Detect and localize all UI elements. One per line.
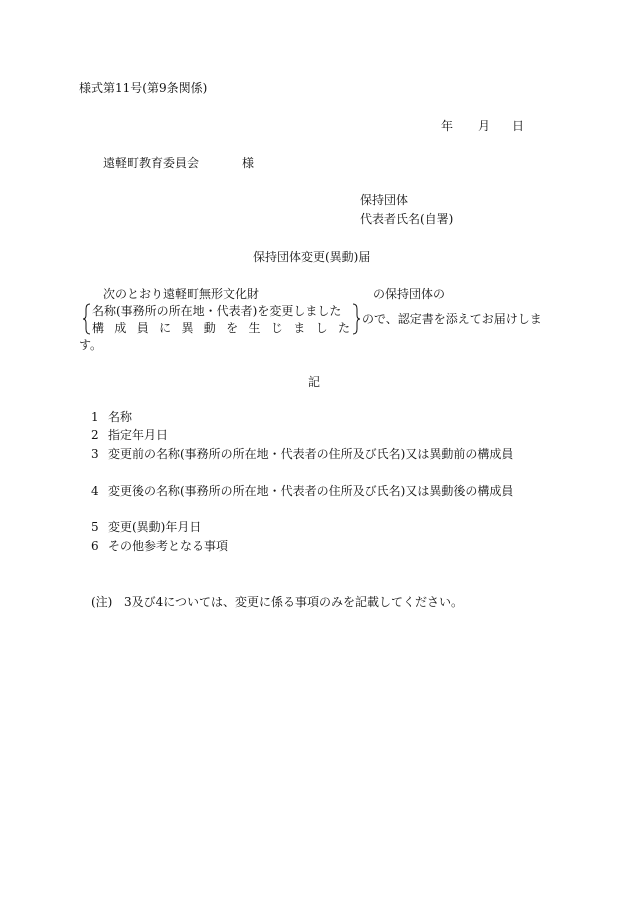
- option-member-char: 生: [248, 321, 261, 335]
- sender-representative-label: 代表者氏名(自署): [360, 212, 454, 226]
- date-month: 月: [478, 119, 491, 133]
- option-member-char: し: [315, 321, 328, 335]
- body-line2-end: ので、認定書を添えてお届けしま: [362, 312, 542, 326]
- item-text: その他参考となる事項: [108, 539, 229, 553]
- left-brace: [82, 303, 92, 335]
- item-number: 5: [91, 520, 99, 534]
- form-number: 様式第11号(第9条関係): [79, 81, 208, 95]
- item-number: 6: [91, 539, 99, 553]
- option-member-change: [92, 322, 350, 334]
- addressee-honorific: 様: [242, 156, 255, 170]
- sender-group-label: 保持団体: [360, 193, 409, 207]
- option-member-char: 構: [92, 321, 105, 335]
- option-member-char: じ: [270, 321, 283, 335]
- option-member-char: ま: [293, 321, 306, 335]
- option-member-char: 成: [114, 321, 127, 335]
- right-brace: [351, 303, 361, 335]
- option-member-char: 員: [136, 321, 149, 335]
- body-line3: す。: [79, 338, 103, 352]
- item-text: 変更後の名称(事務所の所在地・代表者の住所及び氏名)又は異動後の構成員: [108, 484, 514, 498]
- option-member-char: に: [159, 321, 172, 335]
- body-line1-end: の保持団体の: [373, 287, 446, 301]
- item-number: 4: [91, 484, 99, 498]
- option-member-char: 異: [181, 321, 194, 335]
- note-label: (注): [91, 595, 113, 609]
- item-number: 2: [91, 428, 99, 442]
- option-name-change: 名称(事務所の所在地・代表者)を変更しました: [92, 304, 342, 318]
- addressee-name: 遠軽町教育委員会: [103, 156, 200, 170]
- option-member-char: 動: [203, 321, 216, 335]
- item-text: 指定年月日: [108, 428, 169, 442]
- item-text: 変更前の名称(事務所の所在地・代表者の住所及び氏名)又は異動前の構成員: [108, 447, 514, 461]
- item-number: 3: [91, 447, 99, 461]
- date-day: 日: [512, 119, 525, 133]
- item-text: 変更(異動)年月日: [108, 520, 202, 534]
- option-member-char: を: [226, 321, 239, 335]
- item-text: 名称: [108, 410, 133, 424]
- item-number: 1: [91, 410, 99, 424]
- option-member-char: た: [337, 321, 350, 335]
- note-text: 3及び4については、変更に係る事項のみを記載してください。: [124, 595, 464, 609]
- body-line1-start: 次のとおり遠軽町無形文化財: [103, 287, 260, 301]
- document-title: 保持団体変更(異動)届: [253, 250, 371, 264]
- date-year: 年: [441, 119, 454, 133]
- ki-heading: 記: [308, 375, 321, 389]
